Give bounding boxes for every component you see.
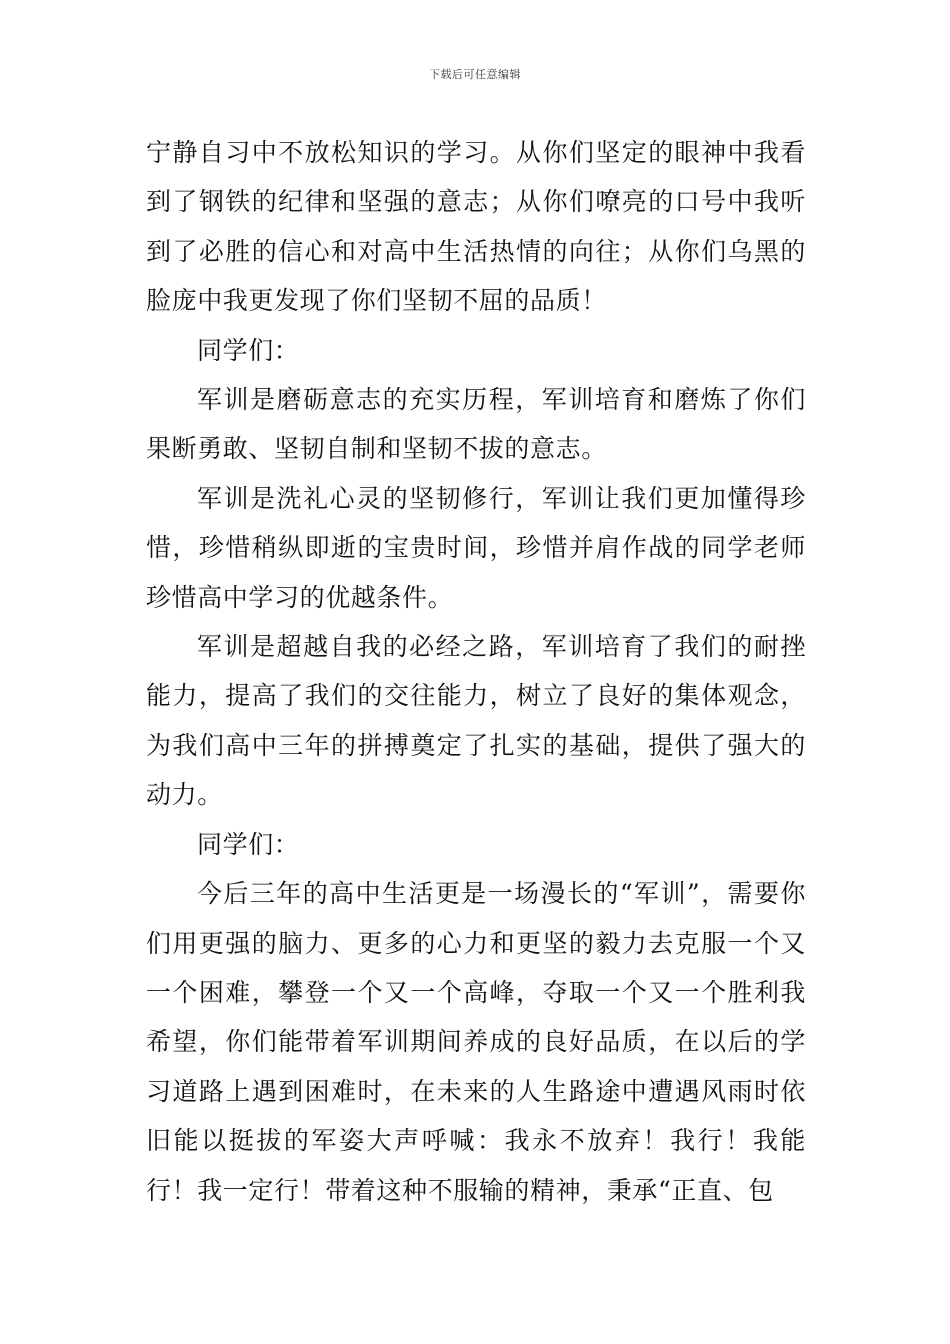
paragraph-continuation: 宁静自习中不放松知识的学习。从你们坚定的眼神中我看到了钢铁的纪律和坚强的意志；从你们嘹亮的口号中我听到了必胜的信心和对高中生活热情的向往；从你们乌黑的脸庞中我更发现了你们坚韧不屈的品质！ [146, 138, 806, 316]
paragraph: 军训是磨砺意志的充实历程，军训培育和磨炼了你们果断勇敢、坚韧自制和坚韧不拔的意志。 [146, 385, 806, 464]
paragraph: 今后三年的高中生活更是一场漫长的“军训”，需要你们用更强的脑力、更多的心力和更坚的毅力去克服一个又一个困难，攀登一个又一个高峰，夺取一个又一个胜利我希望，你们能带着军训期间养成的良好品质，在以后的学习道路上遇到困难时，在未来的人生路途中遭遇风雨时依旧能以挺拔的军姿大声呼喊：我永不放弃！我行！我能行！我一定行！带着这种不服输的精神，秉承“正直、包 [146, 879, 806, 1205]
salutation: 同学们： [197, 829, 300, 859]
page-header: 下载后可任意编辑 [429, 68, 521, 81]
paragraph: 军训是洗礼心灵的坚韧修行，军训让我们更加懂得珍惜，珍惜稍纵即逝的宝贵时间，珍惜并肩作战的同学老师珍惜高中学习的优越条件。 [146, 483, 806, 612]
paragraph: 军训是超越自我的必经之路，军训培育了我们的耐挫能力，提高了我们的交往能力，树立了良好的集体观念，为我们高中三年的拼搏奠定了扎实的基础，提供了强大的动力。 [146, 632, 806, 810]
salutation: 同学们： [197, 335, 300, 365]
document-body [146, 128, 806, 1215]
